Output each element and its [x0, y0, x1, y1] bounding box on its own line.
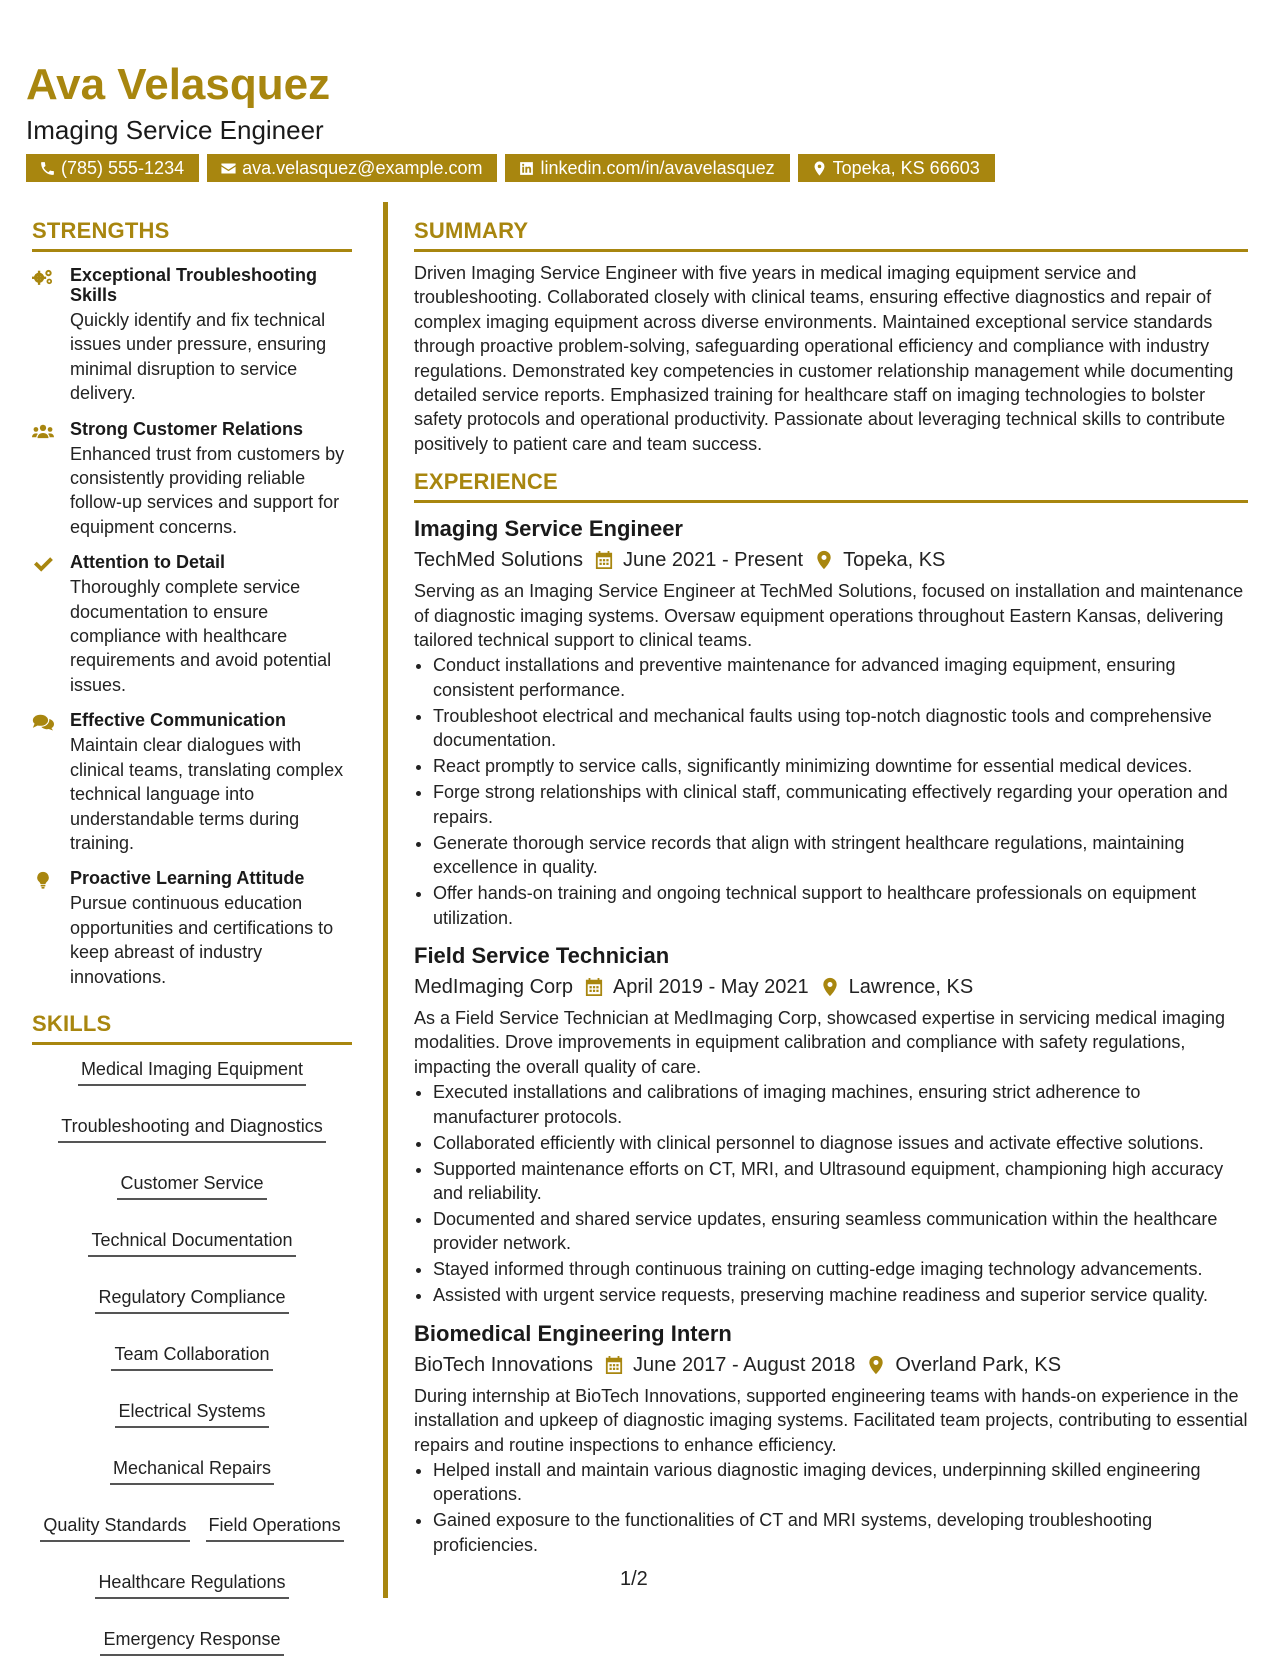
job-meta: [414, 545, 1248, 575]
job-dates: June 2017 - August 2018: [633, 1353, 856, 1376]
strength-item: [32, 710, 352, 855]
experience-heading: EXPERIENCE: [414, 469, 1248, 503]
skill-tag: Quality Standards: [40, 1513, 189, 1542]
job-company: TechMed Solutions: [414, 549, 583, 572]
contact-bar: [26, 154, 1249, 182]
strength-title: Attention to Detail: [70, 552, 225, 573]
calendar-icon: [605, 1355, 623, 1375]
job-title: Imaging Service Engineer: [414, 516, 683, 542]
resume-header: [26, 58, 1249, 182]
contact-email[interactable]: [207, 154, 497, 182]
job-bullets: [414, 1080, 1248, 1308]
map-marker-icon: [815, 550, 833, 570]
strength-item: [32, 419, 352, 540]
skill-tag: Mechanical Repairs: [110, 1456, 274, 1485]
contact-location: [798, 154, 995, 182]
job-meta: [414, 1350, 1248, 1380]
job-bullet: • Conduct installations and preventive maintenance for advanced imaging equipment, ensuring consistent performance.: [433, 653, 1248, 702]
job-location: Topeka, KS: [843, 549, 946, 572]
skill-tag: Team Collaboration: [111, 1342, 272, 1371]
contact-phone-text: (785) 555-1234: [61, 158, 185, 178]
job-bullet: • Stayed informed through continuous training on cutting-edge imaging technology advancements.: [433, 1257, 1248, 1281]
skill-tag: Medical Imaging Equipment: [78, 1057, 306, 1086]
skill-tag: Technical Documentation: [88, 1228, 295, 1257]
job-company: MedImaging Corp: [414, 975, 573, 998]
skill-tag: Regulatory Compliance: [95, 1285, 288, 1314]
gears-icon: [32, 268, 54, 286]
page-number: 1/2: [620, 1568, 648, 1590]
contact-linkedin[interactable]: [505, 154, 789, 182]
experience-list: [414, 515, 1248, 1557]
job-description: Serving as an Imaging Service Engineer at TechMed Solutions, focused on installation and maintenance of diagnostic imaging systems. Oversaw equipment operations throughout Eastern Kansas, delivering tailored technical support to clinical teams.: [414, 581, 1244, 651]
job-company: BioTech Innovations: [414, 1353, 594, 1376]
job-title: Field Service Technician: [414, 942, 670, 968]
skill-tag: Field Operations: [206, 1513, 344, 1542]
strength-title: Effective Communication: [70, 710, 287, 731]
job-description: As a Field Service Technician at MedImaging Corp, showcased expertise in servicing medical imaging modalities. Drove improvements in equipment calibration and compliance with safety regulations, impacting the overall quality of care.: [414, 1007, 1226, 1077]
job-bullet: • Helped install and maintain various diagnostic imaging devices, underpinning skilled engineering operations.: [433, 1458, 1248, 1507]
job-title: Biomedical Engineering Intern: [414, 1320, 732, 1346]
check-icon: [32, 555, 54, 573]
linkedin-icon: [518, 160, 535, 177]
job-bullet: • Generate thorough service records that align with stringent healthcare regulations, maintaining excellence in quality.: [433, 831, 1248, 880]
phone-icon: [39, 160, 56, 177]
job-bullet: • Troubleshoot electrical and mechanical faults using top-notch diagnostic tools and comprehensive documentation.: [433, 704, 1248, 753]
skill-tag: Customer Service: [117, 1171, 266, 1200]
comments-icon: [32, 713, 54, 731]
job-entry: [414, 515, 1248, 930]
job-bullet: • Executed installations and calibrations of imaging machines, ensuring strict adherence to manufacturer protocols.: [433, 1080, 1248, 1129]
job-dates: June 2021 - Present: [622, 549, 804, 572]
skill-tag: Electrical Systems: [115, 1399, 268, 1428]
map-marker-icon: [867, 1355, 885, 1375]
envelope-icon: [220, 160, 237, 177]
job-entry: [414, 1320, 1248, 1557]
map-marker-icon: [811, 160, 828, 177]
skills-heading: SKILLS: [32, 1011, 352, 1045]
job-location: Lawrence, KS: [848, 975, 974, 998]
job-bullet: • Collaborated efficiently with clinical personnel to diagnose issues and activate effective solutions.: [433, 1131, 1248, 1155]
map-marker-icon: [821, 977, 839, 997]
left-column: [32, 218, 352, 1656]
job-bullet: • Assisted with urgent service requests, preserving machine readiness and superior service quality.: [433, 1283, 1248, 1307]
job-location: Overland Park, KS: [895, 1353, 1062, 1376]
job-bullet: • Documented and shared service updates, ensuring seamless communication within the healthcare provider network.: [433, 1207, 1248, 1256]
job-bullets: [414, 653, 1248, 929]
job-meta: [414, 972, 1248, 1002]
skills-list: [32, 1057, 352, 1656]
contact-location-text: Topeka, KS 66603: [832, 158, 980, 178]
strength-item: [32, 552, 352, 697]
summary-heading: SUMMARY: [414, 218, 1248, 252]
strength-title: Strong Customer Relations: [70, 418, 304, 439]
strength-item: [32, 265, 352, 406]
column-divider: [383, 202, 388, 1598]
job-description: During internship at BioTech Innovations, supported engineering teams with hands-on experience in the installation and upkeep of diagnostic imaging systems. Facilitated team projects, contributing to essential repairs and routine inspections to enhance efficiency.: [414, 1385, 1248, 1455]
strengths-heading: STRENGTHS: [32, 218, 352, 252]
skill-tag: Troubleshooting and Diagnostics: [58, 1114, 326, 1143]
job-bullet: • Forge strong relationships with clinical staff, communicating effectively regarding your operation and repairs.: [433, 780, 1248, 829]
right-column: [414, 218, 1248, 1559]
job-bullet: • Supported maintenance efforts on CT, MRI, and Ultrasound equipment, championing high accuracy and reliability.: [433, 1157, 1248, 1206]
job-bullet: • Gained exposure to the functionalities of CT and MRI systems, developing troubleshooting proficiencies.: [433, 1508, 1248, 1557]
strength-item: [32, 868, 352, 989]
job-entry: [414, 942, 1248, 1308]
skill-tag: Emergency Response: [100, 1627, 283, 1656]
summary-text: Driven Imaging Service Engineer with five years in medical imaging equipment service and troubleshooting. Collaborated closely with clinical teams, ensuring effective diagnostics and repair of complex imaging equipment across diverse environments. Maintained exceptional service standards through proactive problem-solving, safeguarding operational efficiency and compliance with industry regulations. Demonstrated key competencies in customer relationship management while documenting detailed service reports. Emphasized training for healthcare staff on imaging technologies to bolster safety protocols and operational productivity. Passionate about leveraging technical skills to contribute positively to patient care and team success.: [414, 263, 1234, 454]
job-dates: April 2019 - May 2021: [612, 975, 809, 998]
lightbulb-icon: [32, 871, 54, 889]
strength-desc: Enhanced trust from customers by consistently providing reliable follow-up services and support for equipment concerns.: [70, 443, 345, 537]
strength-desc: Pursue continuous education opportunities and certifications to keep abreast of industry innovations.: [70, 893, 334, 987]
skill-tag: Healthcare Regulations: [95, 1570, 288, 1599]
users-icon: [32, 422, 54, 440]
job-bullet: • Offer hands-on training and ongoing technical support to healthcare professionals on equipment utilization.: [433, 881, 1248, 930]
strength-title: Proactive Learning Attitude: [70, 868, 305, 889]
candidate-title: Imaging Service Engineer: [26, 115, 324, 145]
calendar-icon: [585, 977, 603, 997]
candidate-name: Ava Velasquez: [26, 60, 331, 109]
job-bullets: [414, 1458, 1248, 1557]
contact-linkedin-text: linkedin.com/in/avavelasquez: [540, 158, 775, 178]
strength-desc: Thoroughly complete service documentation to ensure compliance with healthcare requirements and avoid potential issues.: [70, 577, 332, 695]
calendar-icon: [595, 550, 613, 570]
job-bullet: • React promptly to service calls, significantly minimizing downtime for essential medical devices.: [433, 754, 1248, 778]
contact-phone[interactable]: [26, 154, 199, 182]
strength-desc: Maintain clear dialogues with clinical teams, translating complex technical language into understandable terms during training.: [70, 735, 344, 853]
strength-desc: Quickly identify and fix technical issues under pressure, ensuring minimal disruption to service delivery.: [70, 310, 327, 404]
contact-email-text: ava.velasquez@example.com: [242, 158, 483, 178]
strength-title: Exceptional Troubleshooting Skills: [70, 265, 318, 305]
